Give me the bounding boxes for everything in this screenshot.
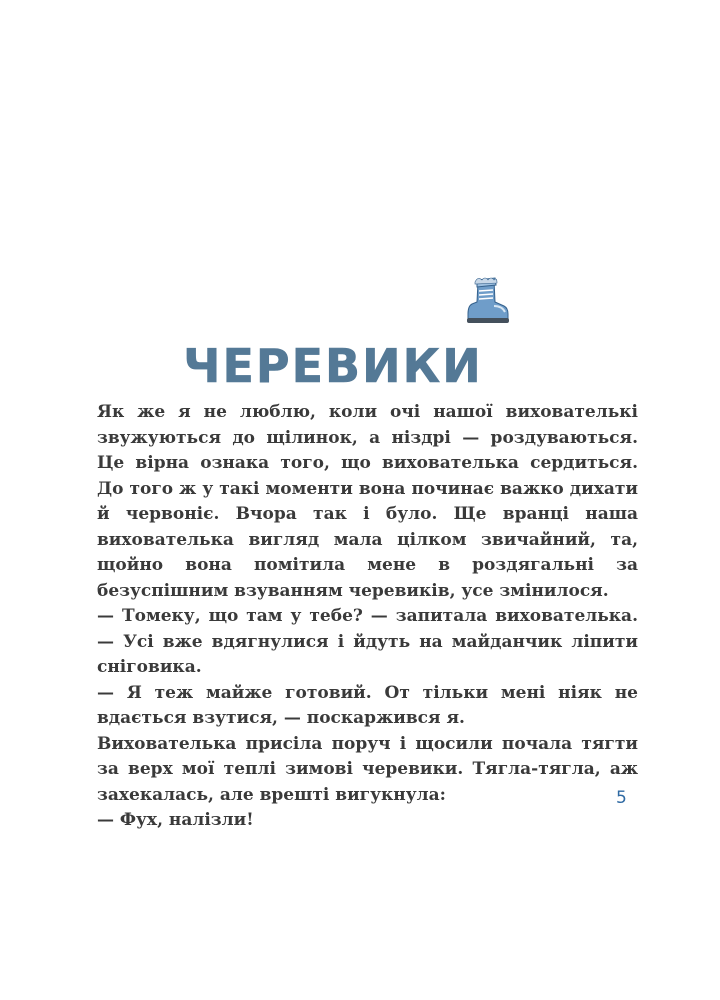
paragraph: Вихователька присіла поруч і щосили почала тягти за верх мої теплі зимові черевики. Тягла-тягла, аж захекалась, але врешті вигукнула: (97, 733, 638, 805)
page-number: 5 (616, 788, 627, 808)
paragraph: — Томеку, що там у тебе? — запитала вихователька. — Усі вже вдягнулися і йдуть на майданчик ліпити сніговика. (97, 606, 638, 677)
boot-icon (464, 276, 510, 324)
chapter-title: ЧЕРЕВИКИ (183, 338, 483, 393)
paragraph: Як же я не люблю, коли очі нашої вихователькі звужуються до щілинок, а ніздрі — роздуваються. Це вірна ознака того, що вихователька сердиться. До того ж у такі моменти вона починає важко дихати й червоніє. Вчора так і було. Ще вранці наша вихователька вигляд мала цілком звичайний, та, щойно вона помітила мене в роздягальні за безуспішним взуванням черевиків, усе змінилося. (97, 402, 638, 601)
paragraph: — Я теж майже готовий. От тільки мені ніяк не вдається взутися, — поскаржився я. (97, 682, 638, 728)
paragraph: — Фух, налізли! (97, 810, 254, 830)
story-text (97, 400, 638, 834)
